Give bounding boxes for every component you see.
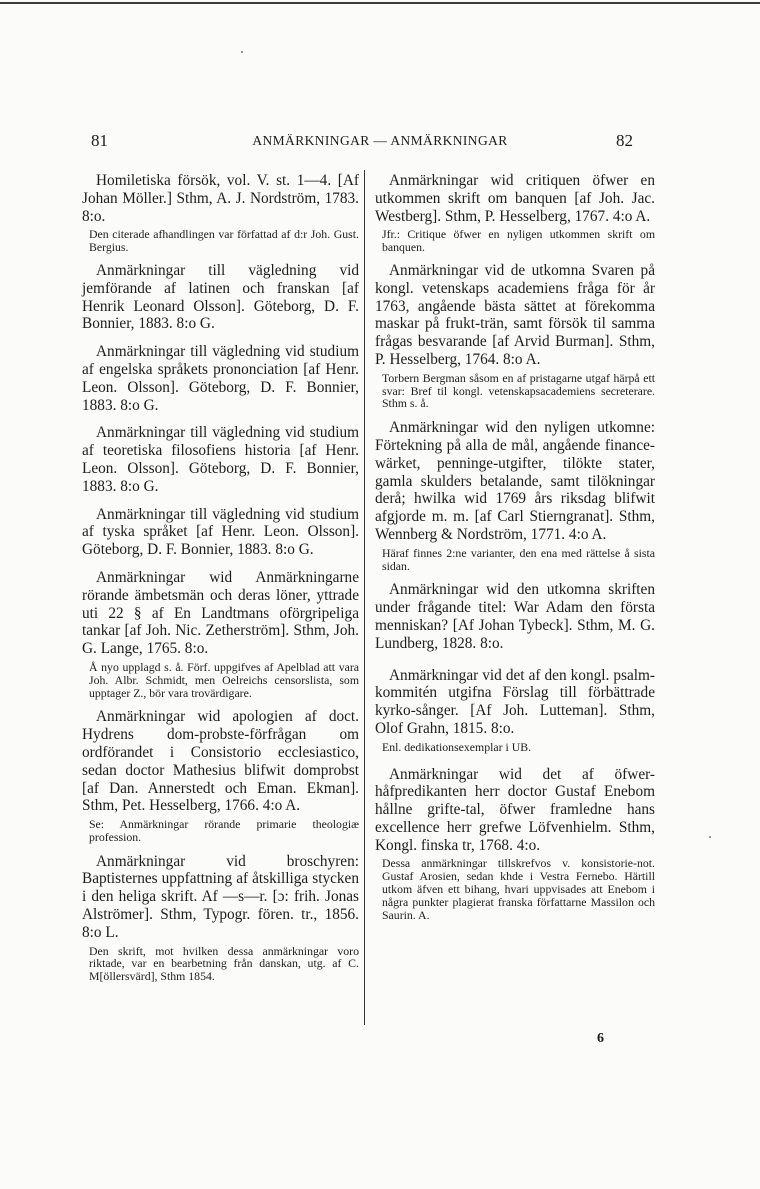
entry-text: Anmärkningar till vägledning vid jemförande af latinen och franskan [af Henrik Leonard Olsson]. Göteborg, D. F. Bonnier, 1883. 8:o G. — [82, 261, 359, 333]
entry-text: Anmärkningar vid det af den kongl. psalm-kommitén utgifna Förslag till förbättrade kyrko-sånger. [Af Joh. Lutteman]. Sthm, Olof Grahn, 1815. 8:o. — [375, 666, 655, 737]
entry-text: Anmärkningar vid de utkomna Svaren på kongl. vetenskaps academiens fråga för år 1763, angående bästa sättet at förekomma maskar på frukt-trän, samt försök til samma frågas besvarande [af Arvid Burman]. Sthm, P. Hesselberg, 1764. 8:o A. — [375, 261, 655, 368]
entry-note: Se: Anmärkningar rörande primarie theologiæ profession. — [89, 817, 359, 844]
entry-text: Anmärkningar wid critiquen öfwer en utkommen skrift om banquen [af Joh. Jac. Westberg]. Sthm, P. Hesselberg, 1767. 4:o A. — [375, 172, 655, 225]
entry-text: Anmärkningar wid den utkomna skriften under frågande titel: War Adam den första menniskan? [Af Johan Tybeck]. Sthm, M. G. Lundberg, 1828. 8:o. — [375, 581, 655, 652]
entry-text: Anmärkningar wid Anmärkningarne rörande ämbetsmän och deras löner, yttrade uti 22 § af En Landtmans oförgripeliga tankar [af Joh. Nic. Zetherström]. Sthm, Joh. G. Lange, 1765. 8:o. — [82, 568, 359, 658]
top-rule — [0, 2, 760, 4]
entry-text: Anmärkningar wid apologien af doct. Hydrens dom-probste-förfrågan om ordförandet i Consistorio ecclesiastico, sedan doctor Mathesius blifwit domprobst [af Dan. Annerstedt och Eman. Ekman]. Sthm, Pet. Hesselberg, 1766. 4:o A. — [82, 708, 359, 815]
entry — [375, 419, 655, 572]
entry-text: Homiletiska försök, vol. V. st. 1—4. [Af Johan Möller.] Sthm, A. J. Nordström, 1783. 8:o. — [82, 172, 359, 225]
paper-speck — [709, 836, 711, 838]
entry-note: Enl. dedikationsexemplar i UB. — [382, 739, 532, 754]
entry — [375, 172, 655, 254]
entry — [82, 569, 359, 699]
entry-note: Dessa anmärkningar tillskrefvos v. konsistorie-not. Gustaf Arosien, sedan khde i Vestra Fernebo. Härtill utkom äfven ett bihang, hvari uppvisades att Enebom i några punkter plagierat franska författarne Massilon och Saurin. A. — [382, 856, 655, 922]
entry — [375, 766, 655, 922]
entry — [82, 708, 359, 843]
entry-note: Den skrift, mot hvilken dessa anmärkningar voro riktade, var en bearbetning från danskan, utg. af C. M[öllersvärd], Sthm 1854. — [89, 943, 359, 984]
entry — [82, 506, 359, 559]
entry — [375, 581, 655, 652]
entry — [375, 667, 655, 754]
entry-text: Anmärkningar wid den nyligen utkomne: Förtekning på alla de mål, angående finance-wärket, penninge-utgifter, tilökte stater, gamla skulders betalande, samt tilökningar derå; hwilka wid 1769 års riksdag blifwit afgjorde m. m. [af Carl Stierngranat]. Sthm, Wennberg & Nordström, 1771. 4:o A. — [375, 419, 655, 543]
page-header — [0, 131, 760, 155]
left-column — [82, 172, 359, 983]
entry — [82, 172, 359, 254]
running-title: ANMÄRKNINGAR — ANMÄRKNINGAR — [252, 133, 508, 148]
page-number-right: 82 — [616, 131, 633, 150]
entry-text: Anmärkningar till vägledning vid studium af tyska språket [af Henr. Leon. Olsson]. Göteborg, D. F. Bonnier, 1883. 8:o G. — [82, 505, 359, 559]
entry-note: Häraf finnes 2:ne varianter, den ena med rättelse å sista sidan. — [382, 545, 655, 573]
entry — [82, 343, 359, 414]
entry-text: Anmärkningar till vägledning vid studium af teoretiska filosofiens historia [af Henr. Leon. Olsson]. Göteborg, D. F. Bonnier, 1883. 8:o G. — [82, 424, 359, 495]
signature-mark: 6 — [597, 1031, 604, 1046]
entry — [82, 424, 359, 495]
entry-note: Torbern Bergman såsom en af pristagarne utgaf härpå ett svar: Bref til kongl. vetenskapsacademiens secreterare. Sthm s. å. — [382, 370, 655, 411]
paper-speck — [241, 51, 243, 53]
column-divider — [364, 170, 365, 1025]
page-number-left: 81 — [91, 131, 108, 150]
entry-text: Anmärkningar till vägledning vid studium af engelska språkets prononciation [af Henr. Leon. Olsson]. Göteborg, D. F. Bonnier, 1883. 8:o G. — [82, 343, 359, 414]
right-column — [375, 172, 655, 921]
entry — [82, 853, 359, 983]
entry-note: Å nyo upplagd s. å. Förf. uppgifves af Apelblad att vara Joh. Albr. Schmidt, men Oelreichs censorslista, som upptager Z., bör vara trovärdigare. — [89, 659, 359, 700]
entry — [375, 262, 655, 410]
entry-note: Jfr.: Critique öfwer en nyligen utkommen skrift om banquen. — [382, 227, 655, 255]
entry-note: Den citerade afhandlingen var författad af d:r Joh. Gust. Bergius. — [89, 227, 359, 255]
entry — [82, 262, 359, 333]
entry-text: Anmärkningar wid det af öfwer-håfpredikanten herr doctor Gustaf Enebom hållne grifte-tal, öfwer framledne hans excellence herr grefwe Löfvenhielm. Sthm, Kongl. finska tr, 1768. 4:o. — [375, 765, 655, 854]
entry-text: Anmärkningar vid broschyren: Baptisternes uppfattning af åtskilliga stycken i den heliga skrift. Af —s—r. [ɔ: frih. Jonas Alströmer]. Sthm, Typogr. fören. tr., 1856. 8:o L. — [82, 852, 359, 941]
